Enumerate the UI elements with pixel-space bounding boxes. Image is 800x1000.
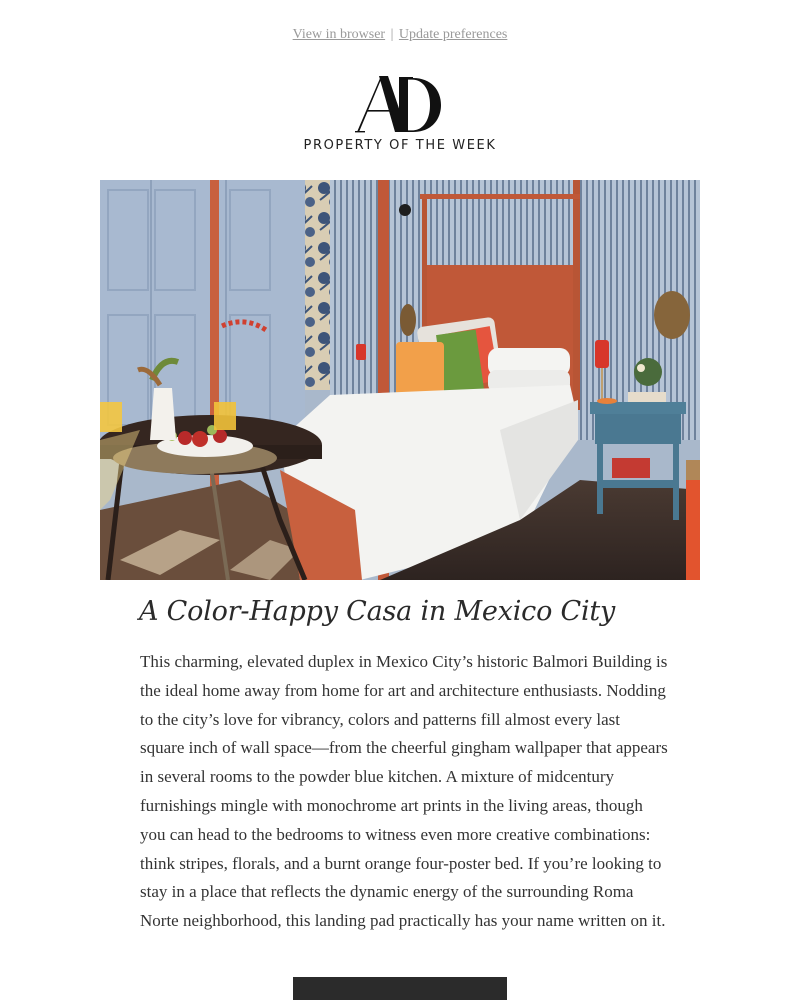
article-body: This charming, elevated duplex in Mexico City’s historic Balmori Building is the ideal home away from home for art and architecture enthusiasts. Nodding to the city’s love for vibrancy, colors and patterns fill almost every last square inch of wall space—from the cheerful gingham wallpaper that appears in several rooms to the powder blue kitchen. A mixture of midcentury furnishings mingle with monochrome art prints in the living areas, though you can head to the bedrooms to witness even more creative combinations: think stripes, florals, and a burnt orange four-poster bed. If you’re looking to stay in a place that reflects the dynamic energy of the surrounding Roma Norte neighborhood, this landing pad practically has your name written on it. bbox=[140, 652, 668, 931]
article-title: A Color-Happy Casa in Mexico City bbox=[139, 596, 616, 627]
update-preferences-link[interactable]: Update preferences bbox=[398, 27, 508, 42]
ad-logo-mark bbox=[355, 72, 445, 134]
preheader bbox=[0, 27, 800, 43]
bedroom-photo bbox=[100, 180, 700, 580]
view-in-browser-link[interactable]: View in browser bbox=[292, 27, 386, 42]
hero-image[interactable] bbox=[100, 180, 700, 580]
section-kicker: PROPERTY OF THE WEEK bbox=[303, 138, 497, 153]
preheader-separator: | bbox=[390, 27, 394, 42]
cta-button[interactable] bbox=[293, 977, 507, 1000]
ad-logo[interactable] bbox=[0, 72, 800, 134]
